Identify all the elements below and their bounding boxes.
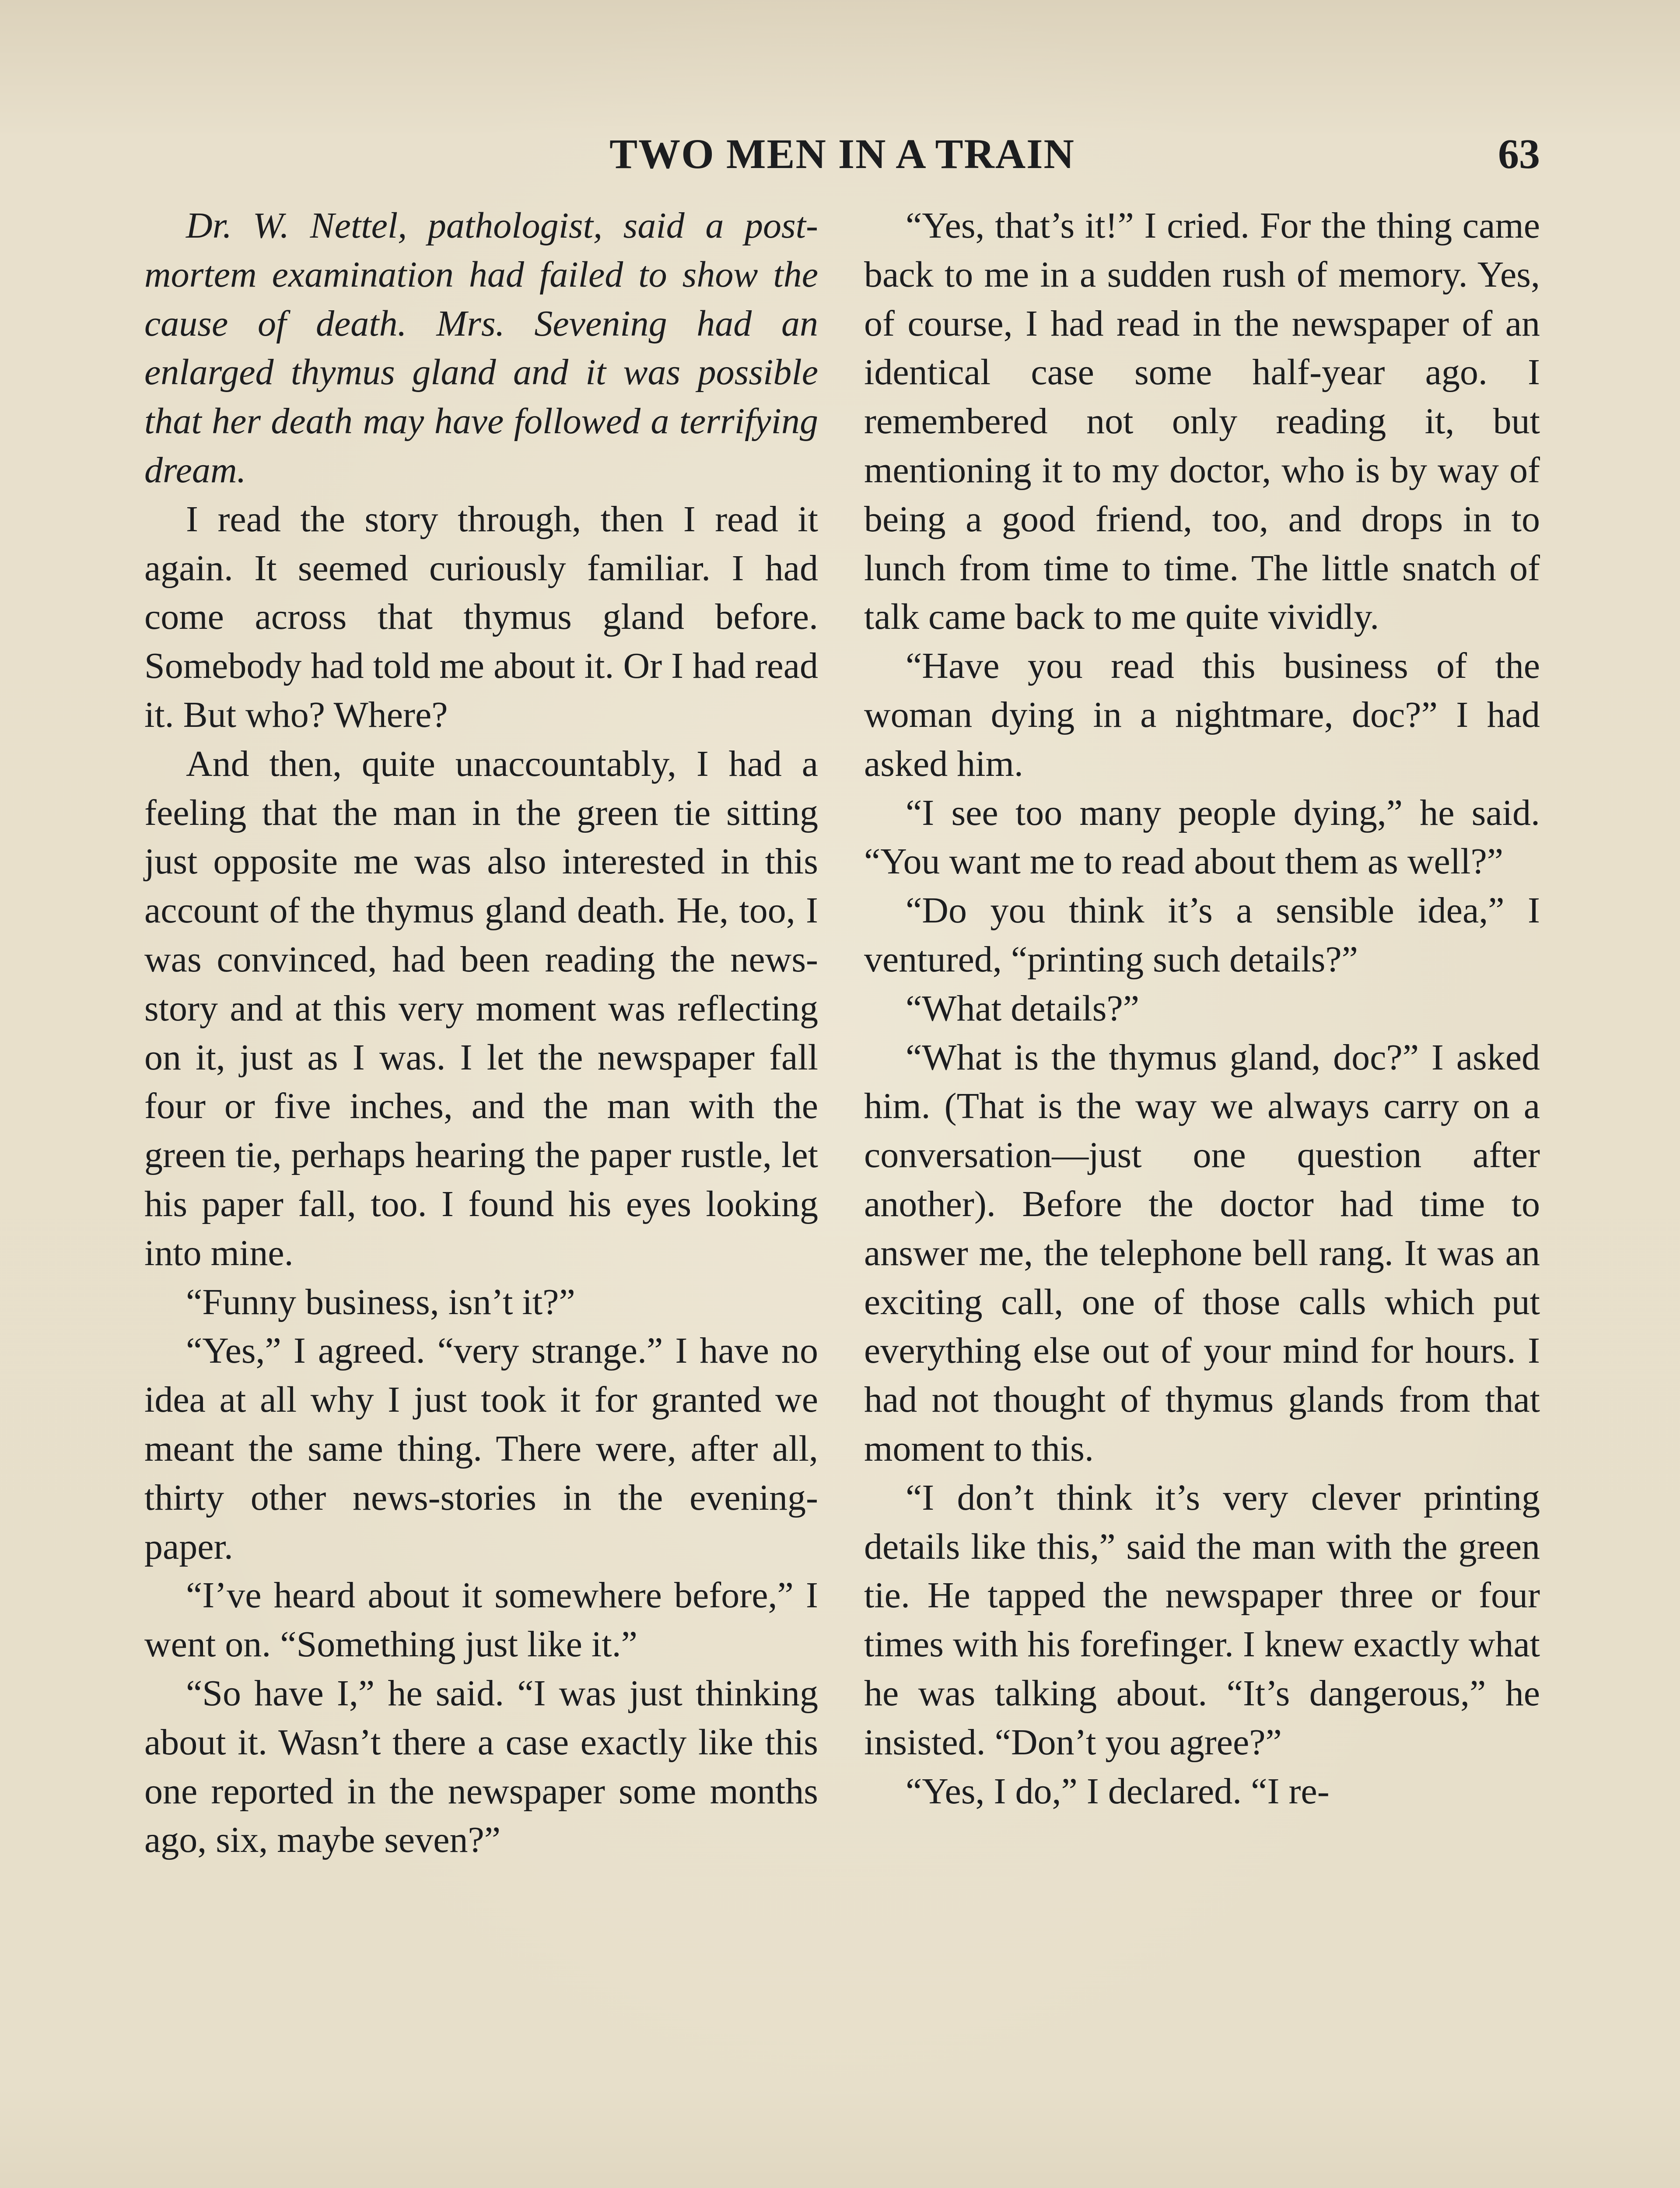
paragraph: “What is the thymus gland, doc?” I asked him. (That is the way we always carry on a conversation—just one question after another). Before the doctor had time to answer me, the telephone bell rang. It was an exciting call, one of those calls which put everything else out of your mind for hours. I had not thought of thymus glands from that moment to this. [864,1037,1540,1469]
paragraph: “What details?” [906,988,1140,1029]
paragraph: “I don’t think it’s very clever printing details like this,” said the man with the green tie. He tapped the newspaper three or four times with his forefinger. I knew exactly what he was talking about. “It’s dangerous,” he insisted. “Don’t you agree?” [864,1477,1540,1763]
left-text-column [144,201,818,1865]
paragraph: “I’ve heard about it somewhere before,” I went on. “Something just like it.” [144,1575,818,1665]
paragraph: “Have you read this business of the woman dying in a nightmare, doc?” I had asked him. [864,645,1540,784]
paragraph: “Yes, I do,” I declared. “I re- [906,1771,1330,1812]
paragraph: “So have I,” he said. “I was just thinking about it. Wasn’t there a case exactly like this one reported in the newspaper some months ago, six, maybe seven?” [144,1673,818,1861]
right-text-column [864,201,1540,1816]
paragraph: “Yes, that’s it!” I cried. For the thing came back to me in a sudden rush of memory. Yes, of course, I had read in the newspaper of an identical case some half-year ago. I remembered not only reading it, but mentioning it to my doctor, who is by way of being a good friend, too, and drops in to lunch from time to time. The little snatch of talk came back to me quite vividly. [864,205,1540,638]
paragraph: “Yes,” I agreed. “very strange.” I have no idea at all why I just took it for granted we meant the same thing. There were, after all, thirty other news-stories in the evening-paper. [144,1330,818,1567]
running-title: TWO MEN IN A TRAIN [609,130,1075,177]
paragraph: “Do you think it’s a sensible idea,” I ventured, “printing such details?” [864,890,1540,980]
page-header [144,128,1540,180]
paragraph: I read the story through, then I read it again. It seemed curiously familiar. I had come across that thymus gland before. Somebody had told me about it. Or I had read it. But who? Where? [144,498,818,735]
paragraph: Dr. W. Nettel, pathologist, said a post-mortem examination had failed to show the cause of death. Mrs. Sevening had an enlarged thymus gland and it was possible that her death may have followed a terrifying dream. [144,205,818,491]
paragraph: “Funny business, isn’t it?” [186,1281,575,1322]
paragraph: And then, quite unaccountably, I had a feeling that the man in the green tie sitting just opposite me was also interested in this account of the thymus gland death. He, too, I was convinced, had been reading the news-story and at this very moment was reflecting on it, just as I was. I let the newspaper fall four or five inches, and the man with the green tie, perhaps hearing the paper rustle, let his paper fall, too. I found his eyes looking into mine. [144,743,818,1273]
paragraph: “I see too many people dying,” he said. “You want me to read about them as well?” [864,792,1540,882]
page-number: 63 [1498,130,1540,177]
